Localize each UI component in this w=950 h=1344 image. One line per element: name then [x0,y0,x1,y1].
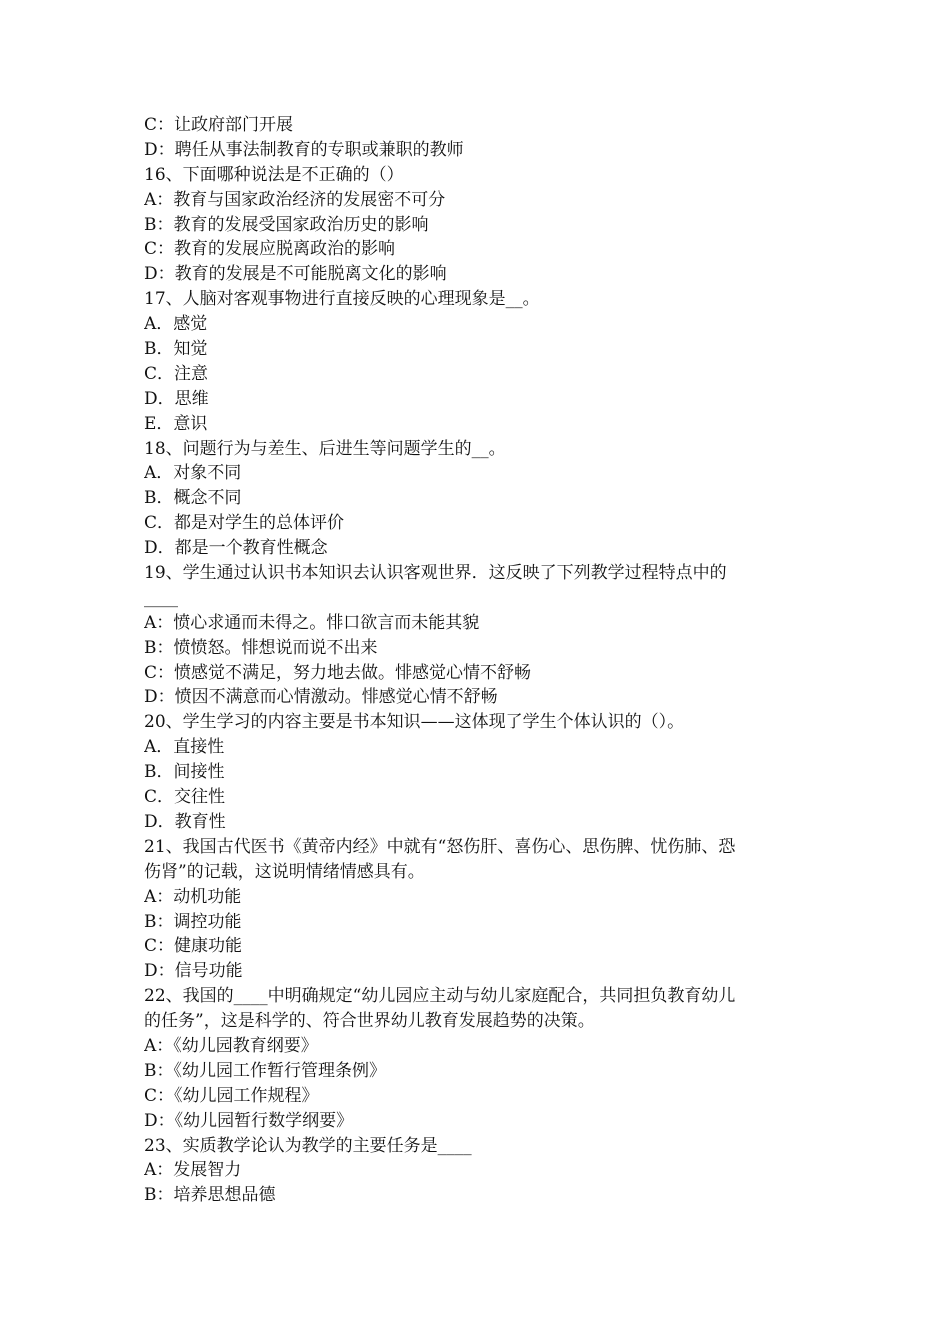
text-line: D：教育的发展是不可能脱离文化的影响 [144,264,447,285]
document-page [144,113,814,1208]
text-line: C：《幼儿园工作规程》 [144,1085,319,1106]
text-line: C．交往性 [144,787,226,808]
text-line: C：让政府部门开展 [144,115,294,135]
text-line: B：愤愤怒。悱想说而说不出来 [144,637,378,658]
text-line: 21、我国古代医书《黄帝内经》中就有“怒伤肝、喜伤心、思伤脾、忧伤肺、恐 [144,836,736,857]
text-line: B：调控功能 [144,911,242,932]
text-line: 19、学生通过认识书本知识去认识客观世界．这反映了下列教学过程特点中的 [144,563,727,584]
text-line: 的任务”，这是科学的、符合世界幼儿教育发展趋势的决策。 [144,1011,595,1032]
text-line: B：《幼儿园工作暂行管理条例》 [144,1060,386,1081]
text-line: A：《幼儿园教育纲要》 [144,1035,318,1056]
text-line: A．感觉 [144,314,208,335]
text-line: D：愤因不满意而心情激动。悱感觉心情不舒畅 [144,687,498,708]
text-line: A：愤心求通而未得之。悱口欲言而未能其貌 [144,612,480,633]
text-line: 23、实质教学论认为教学的主要任务是____ [144,1135,472,1156]
text-line: D：《幼儿园暂行数学纲要》 [144,1110,354,1131]
text-line: B：教育的发展受国家政治历史的影响 [144,214,429,235]
text-line: 18、问题行为与差生、后进生等问题学生的__。 [144,438,506,459]
text-line: A．直接性 [144,737,225,758]
text-line: C：愤感觉不满足，努力地去做。悱感觉心情不舒畅 [144,662,532,683]
text-line: 伤肾”的记载，这说明情绪情感具有。 [144,861,425,882]
text-line: 16、下面哪种说法是不正确的（） [144,164,404,185]
text-line: D．教育性 [144,811,226,832]
text-line: B．概念不同 [144,488,242,509]
text-line: C．都是对学生的总体评价 [144,513,345,534]
text-line: C：健康功能 [144,936,243,957]
text-line: B．间接性 [144,762,225,783]
text-line: 20、学生学习的内容主要是书本知识——这体现了学生个体认识的（）。 [144,712,685,733]
text-line: A：发展智力 [144,1160,242,1181]
text-line: D：信号功能 [144,961,243,982]
text-line: C．注意 [144,363,209,384]
text-line: A：动机功能 [144,886,242,907]
text-line: A：教育与国家政治经济的发展密不可分 [144,189,446,210]
text-line: D．都是一个教育性概念 [144,538,328,559]
text-line: A．对象不同 [144,463,242,484]
text-line: C：教育的发展应脱离政治的影响 [144,239,396,260]
text-line: 17、人脑对客观事物进行直接反映的心理现象是__。 [144,289,540,310]
text-line: B．知觉 [144,339,208,360]
text-line: 22、我国的____中明确规定“幼儿园应主动与幼儿家庭配合，共同担负教育幼儿 [144,986,736,1007]
text-line: ____ [144,587,178,608]
text-line: E．意识 [144,413,208,434]
text-line: D：聘任从事法制教育的专职或兼职的教师 [144,139,464,160]
text-line: D．思维 [144,388,209,409]
text-line: B：培养思想品德 [144,1185,276,1206]
